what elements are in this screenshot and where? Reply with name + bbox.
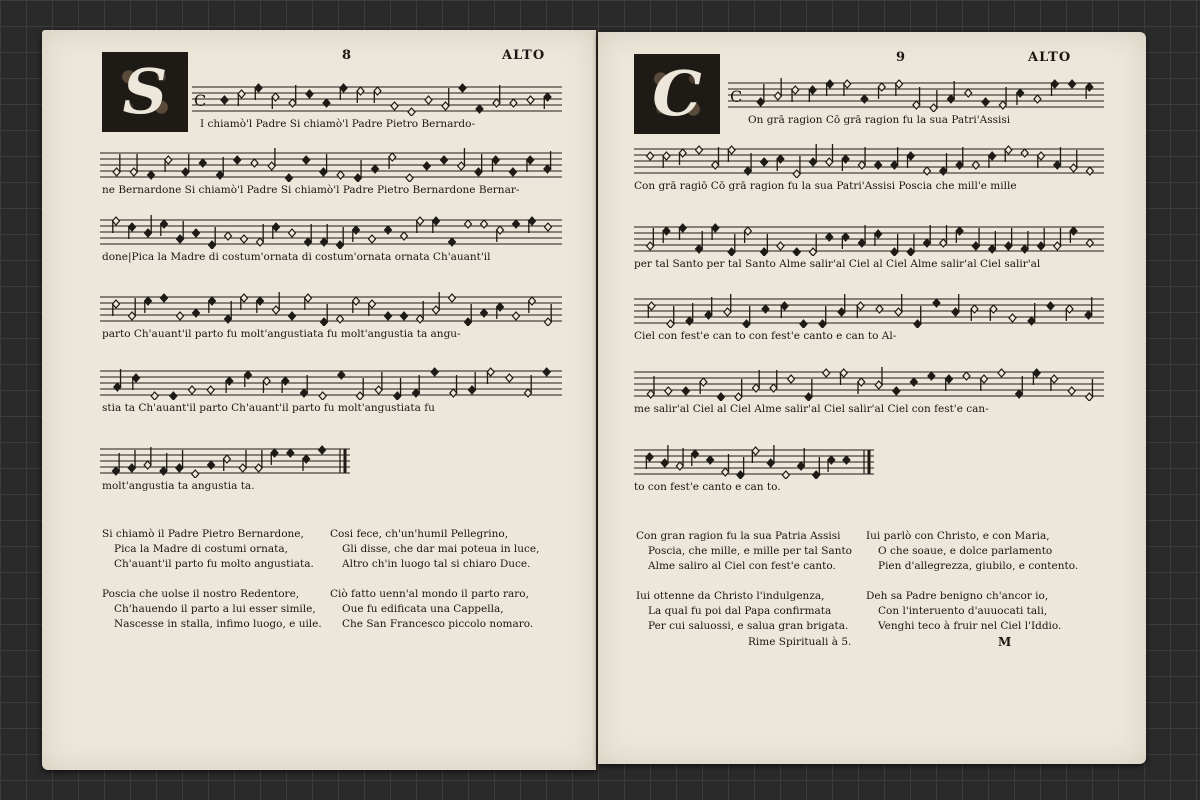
lyric-line: On grā ragion Cō grā ragion fu la sua Patri'Assisi [748, 114, 1011, 126]
poem-line: Iui ottenne da Christo l'indulgenza, [636, 590, 825, 602]
lyric-line: me salir'al Ciel al Ciel Alme salir'al Ciel salir'al Ciel con fest'e can- [634, 403, 989, 415]
music-staff [634, 222, 1104, 256]
poem-line: O che soaue, e dolce parlamento [878, 545, 1053, 557]
poem-line: Pica la Madre di costumi ornata, [114, 543, 288, 555]
music-staff [100, 292, 562, 326]
poem-line: Ch'hauendo il parto a lui esser simile, [114, 603, 316, 615]
signature-mark: M [998, 635, 1012, 649]
voice-part-label: ALTO [502, 48, 546, 63]
poem-line: Che San Francesco piccolo nomaro. [342, 618, 534, 630]
stanza-break [330, 572, 539, 587]
lyric-line: ne Bernardone Si chiamò'l Padre Si chiamò'l Padre Pietro Bernardone Bernar- [102, 184, 520, 196]
lyric-line: stia ta Ch'auant'il parto Ch'auant'il parto fu molt'angustiata fu [102, 402, 435, 414]
poem-line: Con gran ragion fu la sua Patria Assisi [636, 530, 841, 542]
poem-line: Cosi fece, ch'un'humil Pellegrino, [330, 528, 509, 540]
lyric-line: Ciel con fest'e can to con fest'e canto e can to Al- [634, 330, 897, 342]
music-staff [100, 215, 562, 249]
page-number: 8 [342, 48, 353, 63]
svg-text:C: C [730, 87, 743, 106]
poem-line: Gli disse, che dar mai poteua in luce, [342, 543, 540, 555]
music-staff [728, 78, 1104, 112]
decorated-initial [634, 54, 720, 134]
lyric-line: to con fest'e canto e can to. [634, 481, 781, 493]
stanza-break [102, 572, 322, 587]
lyric-line: done|Pica la Madre di costum'ornata di costum'ornata ornata Ch'auant'il [102, 251, 491, 263]
poem-column-2 [866, 529, 1078, 634]
music-staff [634, 294, 1104, 328]
page-number: 9 [896, 50, 907, 65]
poem-line: Deh sa Padre benigno ch'ancor io, [866, 590, 1049, 602]
poem-line: Per cui saluossi, e salua gran brigata. [648, 620, 849, 632]
lyric-line: molt'angustia ta angustia ta. [102, 480, 255, 492]
initial-letter: C [652, 57, 702, 130]
poem-line: Ch'auant'il parto fu molto angustiata. [114, 558, 314, 570]
lyric-line: parto Ch'auant'il parto fu molt'angustiata fu molt'angustia ta angu- [102, 328, 461, 340]
poem-line: La qual fu poi dal Papa confirmata [648, 605, 832, 617]
music-staff [634, 367, 1104, 401]
lyric-line: I chiamò'l Padre Si chiamò'l Padre Pietro Bernardo- [200, 118, 476, 130]
lyric-line: Con grā ragiō Cō grā ragion fu la sua Patri'Assisi Poscia che mill'e mille [634, 180, 1017, 192]
poem-line: Poscia che uolse il nostro Redentore, [102, 588, 300, 600]
poem-line: Pien d'allegrezza, giubilo, e contento. [878, 560, 1079, 572]
poem-line: Alme saliro al Ciel con fest'e canto. [648, 560, 836, 572]
voice-part-label: ALTO [1028, 50, 1072, 65]
lyric-line: per tal Santo per tal Santo Alme salir'al Ciel al Ciel Alme salir'al Ciel salir'al [634, 258, 1041, 270]
poem-column-2 [330, 527, 539, 632]
music-staff [100, 366, 562, 400]
music-staff [192, 82, 562, 116]
poem-line: Nascesse in stalla, infimo luogo, e uile. [114, 618, 322, 630]
poem-column-1 [636, 529, 852, 634]
left-page [42, 30, 596, 770]
music-staff [634, 144, 1104, 178]
music-staff [100, 148, 562, 182]
poem-line: Si chiamò il Padre Pietro Bernardone, [102, 528, 304, 540]
poem-line: Altro ch'in luogo tal si chiaro Duce. [342, 558, 531, 570]
stanza-break [866, 574, 1078, 589]
poem-line: Con l'interuento d'auuocati tali, [878, 605, 1048, 617]
poem-line: Iui parlò con Christo, e con Maria, [866, 530, 1050, 542]
poem-line: Ciò fatto uenn'al mondo il parto raro, [330, 588, 529, 600]
poem-line: Oue fu edificata una Cappella, [342, 603, 504, 615]
svg-text:C: C [194, 91, 207, 110]
stanza-break [636, 574, 852, 589]
decorated-initial [102, 52, 188, 132]
footer-title: Rime Spirituali à 5. [748, 636, 852, 648]
poem-column-1 [102, 527, 322, 632]
poem-line: Venghi teco à fruir nel Ciel l'Iddio. [878, 620, 1062, 632]
right-page [598, 32, 1146, 764]
music-staff [634, 445, 874, 479]
initial-letter: S [122, 55, 168, 128]
poem-line: Poscia, che mille, e mille per tal Santo [648, 545, 852, 557]
music-staff [100, 444, 350, 478]
